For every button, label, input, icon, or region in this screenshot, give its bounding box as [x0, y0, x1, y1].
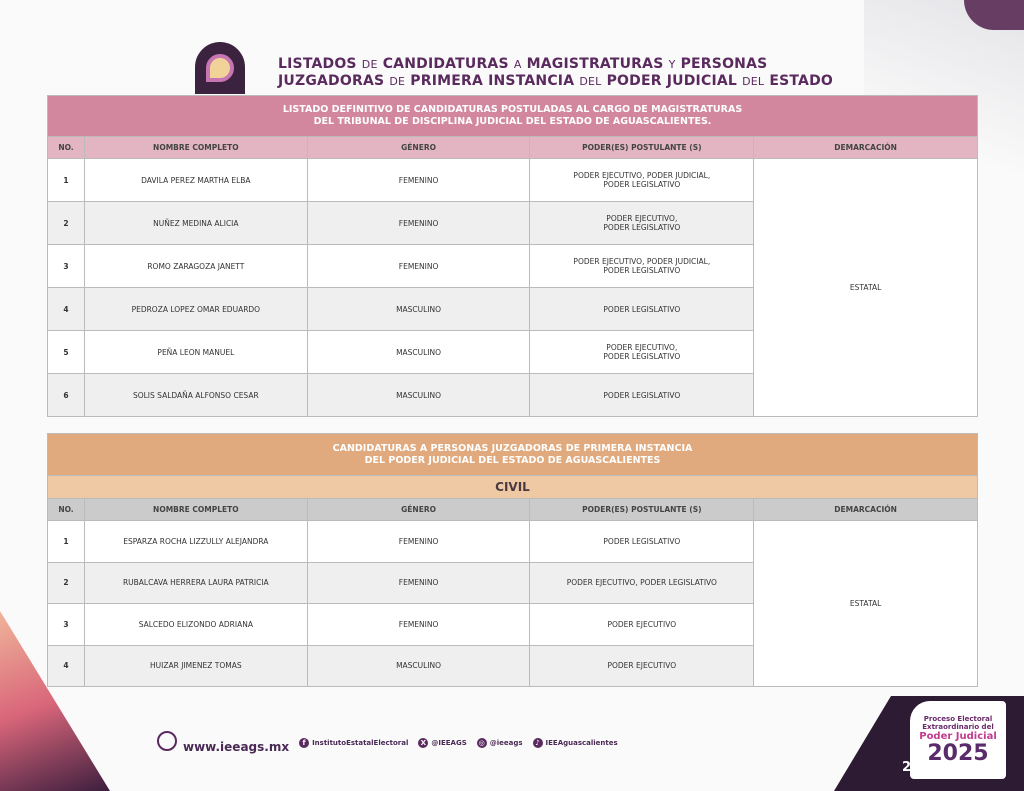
table-row: [48, 159, 978, 202]
col-genero: GÉNERO: [307, 499, 530, 521]
cell-nombre: ROMO ZARAGOZA JANETT: [84, 245, 307, 288]
instagram-icon: ◎: [478, 738, 485, 747]
page-number: 2: [902, 760, 912, 775]
cell-genero: MASCULINO: [307, 331, 530, 374]
cell-poder: PODER EJECUTIVO, PODER LEGISLATIVO: [530, 202, 754, 245]
col-nombre: NOMBRE COMPLETO: [84, 137, 307, 159]
magistraturas-table: [47, 95, 978, 417]
cell-genero: FEMENINO: [307, 604, 530, 646]
cell-no: 3: [48, 604, 85, 646]
cell-poder: PODER EJECUTIVO: [530, 604, 754, 646]
cell-no: 2: [48, 562, 85, 604]
tiktok-link[interactable]: IEEAguascalientes: [545, 738, 618, 747]
cell-genero: FEMENINO: [307, 562, 530, 604]
badge-text: Extraordinario del: [922, 723, 994, 731]
cell-genero: MASCULINO: [307, 645, 530, 687]
cell-poder: PODER EJECUTIVO, PODER JUDICIAL, PODER LEGISLATIVO: [530, 159, 754, 202]
col-no: NO.: [48, 499, 85, 521]
cell-genero: FEMENINO: [307, 202, 530, 245]
facebook-link[interactable]: InstitutoEstatalElectoral: [312, 738, 409, 747]
page-title: LISTADOS DE CANDIDATURAS A MAGISTRATURAS Y PERSONAS JUZGADORAS DE PRIMERA INSTANCIA DEL PODER JUDICIAL DEL ESTADO: [278, 56, 833, 89]
cell-nombre: PEÑA LEON MANUEL: [84, 331, 307, 374]
x-icon: X: [418, 738, 428, 748]
badge-year: 2025: [927, 741, 989, 766]
website-link[interactable]: www.ieeags.mx: [183, 740, 290, 754]
instagram-link[interactable]: @ieeags: [489, 738, 523, 747]
cell-poder: PODER LEGISLATIVO: [530, 288, 754, 331]
cell-no: 1: [48, 521, 85, 563]
badge-text: Proceso Electoral: [923, 715, 993, 723]
cell-poder: PODER EJECUTIVO, PODER LEGISLATIVO: [530, 331, 754, 374]
cell-no: 2: [48, 202, 85, 245]
cell-poder: PODER EJECUTIVO, PODER JUDICIAL, PODER LEGISLATIVO: [530, 245, 754, 288]
facebook-icon: f: [299, 738, 309, 748]
cell-nombre: RUBALCAVA HERRERA LAURA PATRICIA: [84, 562, 307, 604]
col-poder: PODER(ES) POSTULANTE (S): [530, 137, 754, 159]
table-title: CANDIDATURAS A PERSONAS JUZGADORAS DE PRIMERA INSTANCIA DEL PODER JUDICIAL DEL ESTADO DE AGUASCALIENTES: [48, 434, 978, 476]
col-no: NO.: [48, 137, 85, 159]
col-poder: PODER(ES) POSTULANTE (S): [530, 499, 754, 521]
cell-no: 6: [48, 374, 85, 417]
cell-genero: FEMENINO: [307, 521, 530, 563]
cell-nombre: PEDROZA LOPEZ OMAR EDUARDO: [84, 288, 307, 331]
cell-poder: PODER LEGISLATIVO: [530, 521, 754, 563]
col-demarcacion: DEMARCACIÓN: [754, 499, 978, 521]
cell-poder: PODER EJECUTIVO, PODER LEGISLATIVO: [530, 562, 754, 604]
cell-nombre: SOLIS SALDAÑA ALFONSO CESAR: [84, 374, 307, 417]
primera-instancia-table: [47, 433, 978, 687]
col-genero: GÉNERO: [307, 137, 530, 159]
cell-no: 1: [48, 159, 85, 202]
iee-logo: [195, 42, 245, 94]
cell-no: 5: [48, 331, 85, 374]
col-nombre: NOMBRE COMPLETO: [84, 499, 307, 521]
table-title: LISTADO DEFINITIVO DE CANDIDATURAS POSTULADAS AL CARGO DE MAGISTRATURAS DEL TRIBUNAL DE DISCIPLINA JUDICIAL DEL ESTADO DE AGUASCALIENTES.: [48, 96, 978, 137]
cell-nombre: NUÑEZ MEDINA ALICIA: [84, 202, 307, 245]
x-link[interactable]: @IEEAGS: [431, 738, 467, 747]
cell-genero: MASCULINO: [307, 288, 530, 331]
globe-icon: [157, 731, 177, 751]
cell-genero: FEMENINO: [307, 245, 530, 288]
table-header-row: [48, 137, 978, 159]
cell-demarcacion: ESTATAL: [754, 159, 978, 417]
badge-text: Poder Judicial: [919, 731, 997, 742]
cell-nombre: HUIZAR JIMENEZ TOMAS: [84, 645, 307, 687]
cell-genero: MASCULINO: [307, 374, 530, 417]
cell-demarcacion: ESTATAL: [754, 521, 978, 687]
cell-poder: PODER LEGISLATIVO: [530, 374, 754, 417]
cell-nombre: DAVILA PEREZ MARTHA ELBA: [84, 159, 307, 202]
tiktok-icon: ♪: [533, 738, 543, 748]
process-badge-logo: [910, 701, 1006, 779]
section-civil: CIVIL: [48, 476, 978, 499]
cell-no: 4: [48, 288, 85, 331]
cell-nombre: ESPARZA ROCHA LIZZULLY ALEJANDRA: [84, 521, 307, 563]
cell-nombre: SALCEDO ELIZONDO ADRIANA: [84, 604, 307, 646]
cell-genero: FEMENINO: [307, 159, 530, 202]
cell-no: 3: [48, 245, 85, 288]
table-row: [48, 521, 978, 563]
table-header-row: [48, 499, 978, 521]
cell-poder: PODER EJECUTIVO: [530, 645, 754, 687]
footer-social: [157, 731, 618, 754]
col-demarcacion: DEMARCACIÓN: [754, 137, 978, 159]
cell-no: 4: [48, 645, 85, 687]
